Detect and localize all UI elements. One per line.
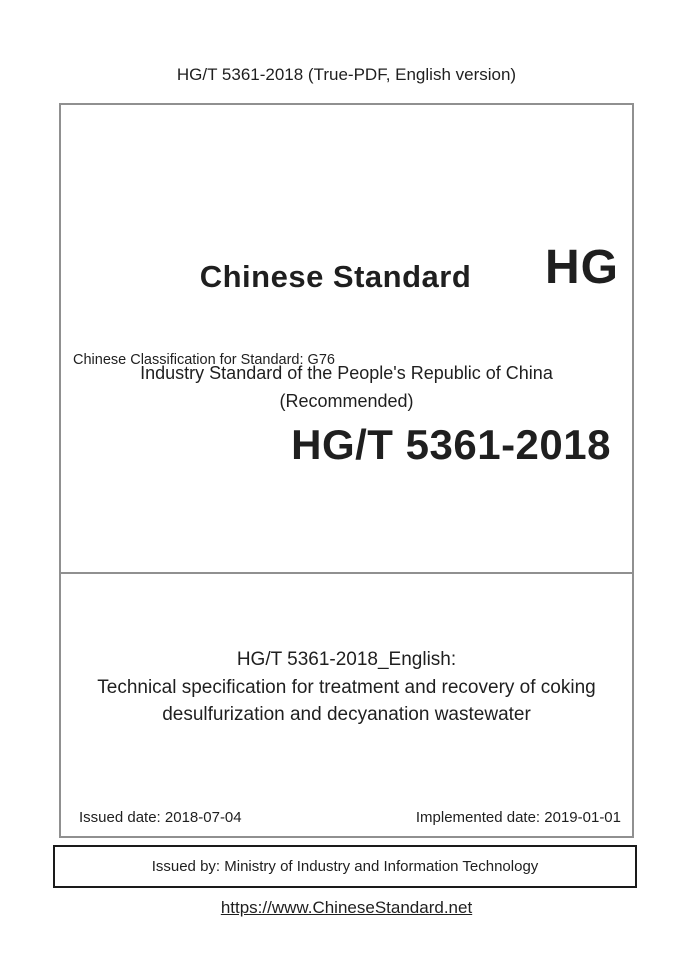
issued-date: Issued date: 2018-07-04 (79, 809, 242, 826)
footer-link[interactable]: https://www.ChineseStandard.net (220, 898, 473, 917)
cover-lower-section (61, 576, 632, 836)
brand-title: Chinese Standard (199, 259, 472, 294)
cover-upper-section (61, 105, 632, 574)
classification-line: Chinese Classification for Standard: G76 (73, 352, 335, 368)
standard-type-line: Industry Standard of the People's Republic of China (140, 363, 553, 383)
brand-code: HG (545, 241, 619, 294)
cover-box (59, 103, 634, 838)
page-header-title: HG/T 5361-2018 (True-PDF, English version) (176, 65, 517, 84)
issuer-box (53, 845, 637, 888)
dates-row (79, 808, 621, 827)
implemented-date: Implemented date: 2019-01-01 (415, 809, 621, 826)
english-title-line2: Technical specification for treatment and recovery of coking (97, 676, 596, 698)
issuer-text: Issued by: Ministry of Industry and Information Technology (151, 858, 539, 875)
standard-subtype-line: (Recommended) (279, 391, 414, 411)
standard-number: HG/T 5361-2018 (291, 421, 611, 468)
english-title-line3: desulfurization and decyanation wastewater (162, 704, 531, 725)
footer (0, 897, 693, 918)
english-title-block (61, 646, 632, 729)
english-title-line1: HG/T 5361-2018_English: (236, 649, 457, 670)
